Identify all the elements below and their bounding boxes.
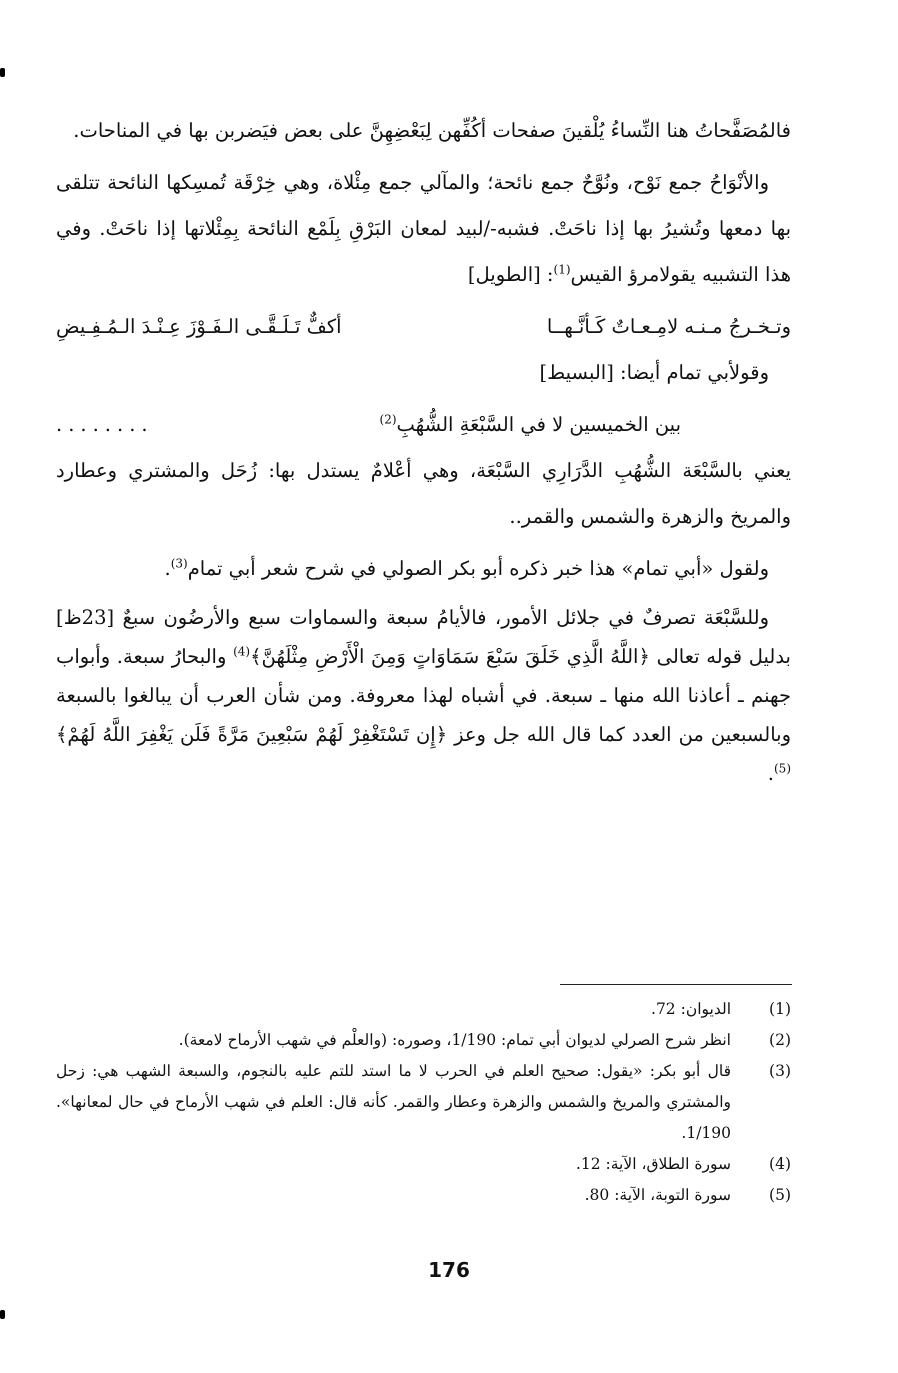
footnote-number: (1) [769,1000,791,1018]
scan-edge-mark [0,68,5,77]
footnote-number: (4) [769,1155,791,1173]
footnote-ref[interactable]: (4) [233,644,251,659]
footnote-text: قال أبو بكر: «يقول: صحيح العلم في الحرب لا ما استد للتم عليه بالنجوم، والسبعة الشهب هي: زحل والمشتري والمريخ والشمس والزهرة وعطار والقمر. كأنه قال: العلم في شهب الأرماح في حال لمعانها». 1/190. [56,1062,731,1142]
paragraph-4: يعني بالسَّبْعَة الشُّهُبِ الدَّرَارِي السَّبْعَة، وهي أعْلامٌ يستدل بها: زُحَل والمشتري وعطارد والمريخ والزهرة والشمس والقمر.. [56,459,791,528]
verse-second-hemistich: بين الخميسين لا في السَّبْعَةِ الشُّهُبِ$^{(2)}$ [379,412,681,436]
footnote-ref[interactable]: (5) [773,761,791,776]
footnote-text: الديوان: 72. [651,1000,731,1018]
main-text [56,108,791,793]
footnote-number: (5) [769,1186,791,1204]
paragraph-1: فالمُصَفَّحاتُ هنا النِّساءُ يُلْقينَ صفحات أكُفِّهن لِبَعْضِهِنَّ على بعض فيَضربن بها في المناحات. [73,119,791,142]
footnote-ref[interactable]: (2) [379,412,397,427]
paragraph-2: والأنْوَاحُ جمع نَوْح، ونُوَّحٌ جمع نائحة؛ والمآلي جمع مِئْلاة، وهي خِرْقَة تُمسِكها النائحة تتلقى بها دمعها وتُشيرُ بها إذا ناحَتْ. فشبه-/لبيد لمعان البَرْقِ بِلَمْع النائحة بِمِئْلاتها إذا ناحَتْ. وفي هذا التشبيه يقولامرؤ القيس$^{(1)}$: [الطويل] [56,171,791,286]
footnote-number: (2) [769,1031,791,1049]
footnote-number: (3) [769,1062,791,1080]
poem-verse-2 [56,402,791,448]
footnote-separator [560,984,792,985]
footnote-5 [56,1180,791,1211]
paragraph-3: وقولأبي تمام أيضا: [البسيط] [539,361,769,384]
verse-second-hemistich: أكفٌّ تَـلَـقَّـى الـفَـوْزَ عِـنْـدَ الـمُـفِـيضِ [56,315,342,338]
verse-first-hemistich: وتـخـرجُ مـنـه لامِـعـاتٌ كَـأنَّـهــا [546,315,791,338]
footnotes [56,994,791,1211]
footnote-ref[interactable]: (1) [553,262,571,277]
verse-omission-dots: ........ [56,413,154,436]
poem-verse-1 [56,304,791,350]
footnote-text: سورة التوبة، الآية: 80. [584,1186,731,1204]
scan-edge-mark [0,1310,5,1319]
footnote-1 [56,994,791,1025]
footnote-text: انظر شرح الصرلي لديوان أبي تمام: 1/190، وصوره: (والعلْم في شهب الأرماح لامعة). [178,1031,731,1049]
paragraph-6: وللسَّبْعَة تصرفٌ في جلائل الأمور، فالأيامُ سبعة والسماوات سبع والأرضُون سبعٌ [23ظ] بدليل قوله تعالى ﴿اللَّهُ الَّذِي خَلَقَ سَبْعَ سَمَاوَاتٍ وَمِنَ الْأَرْضِ مِثْلَهُنَّ﴾$^{(4)}$ والبحارُ سبعة. وأبواب جهنم ـ أعاذنا الله منها ـ سبعة. في أشباه لهذا معروفة. ومن شأن العرب أن يبالغوا بالسبعة وبالسبعين من العدد كما قال الله جل وعز ﴿إِن تَسْتَغْفِرْ لَهُمْ سَبْعِينَ مَرَّةً فَلَن يَغْفِرَ اللَّهُ لَهُمْ﴾$^{(5)}$. [56,606,791,785]
page-number: 176 [428,1258,470,1282]
footnote-3 [56,1056,791,1149]
footnote-ref[interactable]: (3) [170,556,188,571]
footnote-2 [56,1025,791,1056]
footnote-4 [56,1149,791,1180]
paragraph-5: ولقول «أبي تمام» هذا خبر ذكره أبو بكر الصولي في شرح شعر أبي تمام$^{(3)}$. [164,556,769,580]
footnote-text: سورة الطلاق، الآية: 12. [575,1155,731,1173]
